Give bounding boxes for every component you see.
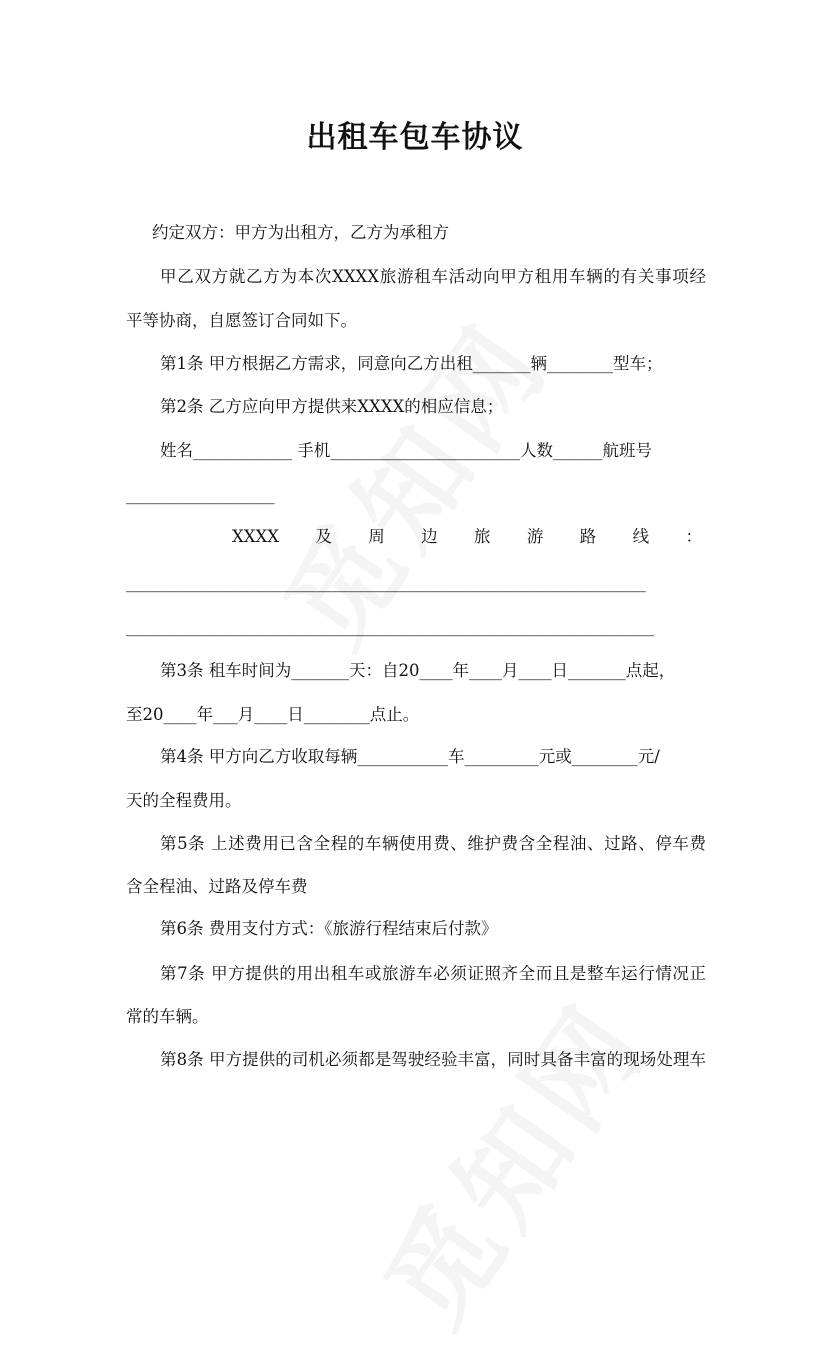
blank-line-1: _______________________________________________________________: [126, 573, 646, 592]
document-title: 出租车包车协议: [306, 120, 524, 155]
article-6: 第6条 费用支付方式：《旅游行程结束后付款》: [160, 919, 498, 938]
article-3-line-2: 至20____年___月____日________点止。: [126, 705, 420, 724]
article-2: 第2条 乙方应向甲方提供来XXXX的相应信息；: [160, 397, 504, 416]
article-3-line-1: 第3条 租车时间为_______天：自20____年____月____日_______点起，: [160, 661, 676, 680]
info-line-2: __________________: [126, 485, 275, 504]
parties-line: 约定双方：甲方为出租方，乙方为承租方: [152, 223, 449, 242]
intro-line-1: 甲乙双方就乙方为本次XXXX旅游租车活动向甲方租用车辆的有关事项经: [160, 267, 706, 286]
route-word: 游: [526, 527, 544, 546]
watermark: [242, 286, 578, 672]
route-word: 边: [421, 527, 438, 546]
article-4-line-1: 第4条 甲方向乙方收取每辆___________车_________元或________元/: [160, 747, 660, 766]
route-word: XXXX: [232, 527, 279, 546]
article-7-line-1: 第7条 甲方提供的用出租车或旅游车必须证照齐全而且是整车运行情况正: [160, 964, 706, 983]
route-word: 路: [579, 527, 597, 546]
route-word: 周: [368, 527, 385, 546]
article-1: 第1条 甲方根据乙方需求，同意向乙方出租_______辆________型车；: [160, 354, 663, 373]
article-8-line-1: 第8条 甲方提供的司机必须都是驾驶经验丰富，同时具备丰富的现场处理车: [160, 1050, 706, 1069]
article-5-line-1: 第5条 上述费用已含全程的车辆使用费、维护费含全程油、过路、停车费: [160, 834, 706, 853]
route-word: 线: [632, 527, 650, 546]
route-word: 及: [315, 527, 332, 546]
article-7-line-2: 常的车辆。: [126, 1007, 209, 1026]
route-word: 旅: [474, 527, 491, 546]
info-line-1: 姓名____________ 手机_______________________人数______航班号: [160, 441, 652, 460]
route-word: ：: [685, 527, 702, 546]
route-line: [232, 526, 702, 548]
blank-line-2: ________________________________________________________________: [126, 617, 654, 636]
intro-line-2: 平等协商，自愿签订合同如下。: [126, 311, 357, 330]
article-5-line-2: 含全程油、过路及停车费: [126, 877, 308, 896]
article-4-line-2: 天的全程费用。: [126, 791, 242, 810]
